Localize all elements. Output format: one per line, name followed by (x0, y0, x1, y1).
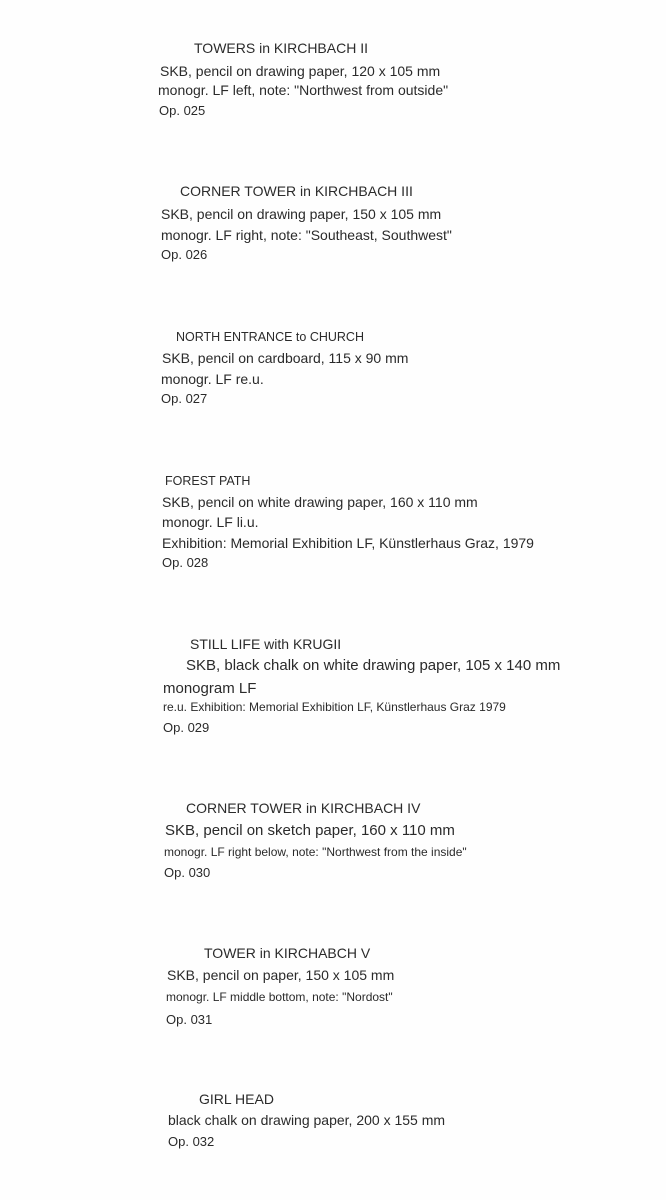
entry-line: SKB, pencil on sketch paper, 160 x 110 mm (165, 822, 455, 839)
entry-line: monogr. LF right below, note: "Northwest from the inside" (164, 845, 467, 859)
entry-line: monogr. LF left, note: "Northwest from outside" (158, 82, 449, 98)
entry-op-number: Op. 027 (161, 391, 208, 406)
entry-line: SKB, pencil on drawing paper, 120 x 105 mm (160, 63, 441, 79)
entry-line: SKB, pencil on paper, 150 x 105 mm (167, 967, 395, 983)
entry-line: monogr. LF middle bottom, note: "Nordost" (166, 990, 393, 1004)
entry-title: FOREST PATH (165, 474, 251, 488)
entry-title: TOWER in KIRCHABCH V (204, 945, 371, 961)
entry-title: CORNER TOWER in KIRCHBACH IV (186, 800, 421, 816)
entry-line: monogram LF (163, 680, 257, 697)
entry-line: SKB, black chalk on white drawing paper, 105 x 140 mm (186, 657, 561, 674)
entry-line: Exhibition: Memorial Exhibition LF, Künstlerhaus Graz, 1979 (162, 535, 534, 551)
entry-line: SKB, pencil on white drawing paper, 160 x 110 mm (162, 494, 478, 510)
entry-op-number: Op. 030 (164, 865, 211, 880)
entry-op-number: Op. 025 (159, 103, 206, 118)
entry-line: SKB, pencil on cardboard, 115 x 90 mm (162, 350, 409, 366)
entry-op-number: Op. 031 (166, 1012, 213, 1027)
entry-line: monogr. LF re.u. (161, 371, 264, 387)
entry-line: re.u. Exhibition: Memorial Exhibition LF, Künstlerhaus Graz 1979 (163, 700, 506, 714)
entry-op-number: Op. 032 (168, 1134, 215, 1149)
entry-line: monogr. LF li.u. (162, 514, 259, 530)
entry-line: monogr. LF right, note: "Southeast, Southwest" (161, 227, 452, 243)
entry-title: CORNER TOWER in KIRCHBACH III (180, 183, 413, 199)
entry-line: SKB, pencil on drawing paper, 150 x 105 mm (161, 206, 442, 222)
entry-op-number: Op. 026 (161, 247, 208, 262)
entry-title: STILL LIFE with KRUGII (190, 636, 342, 652)
entry-op-number: Op. 028 (162, 555, 209, 570)
entry-op-number: Op. 029 (163, 720, 210, 735)
entry-line: black chalk on drawing paper, 200 x 155 mm (168, 1112, 446, 1128)
entry-title: GIRL HEAD (199, 1091, 274, 1107)
entry-title: TOWERS in KIRCHBACH II (194, 40, 368, 56)
entry-title: NORTH ENTRANCE to CHURCH (176, 330, 364, 344)
